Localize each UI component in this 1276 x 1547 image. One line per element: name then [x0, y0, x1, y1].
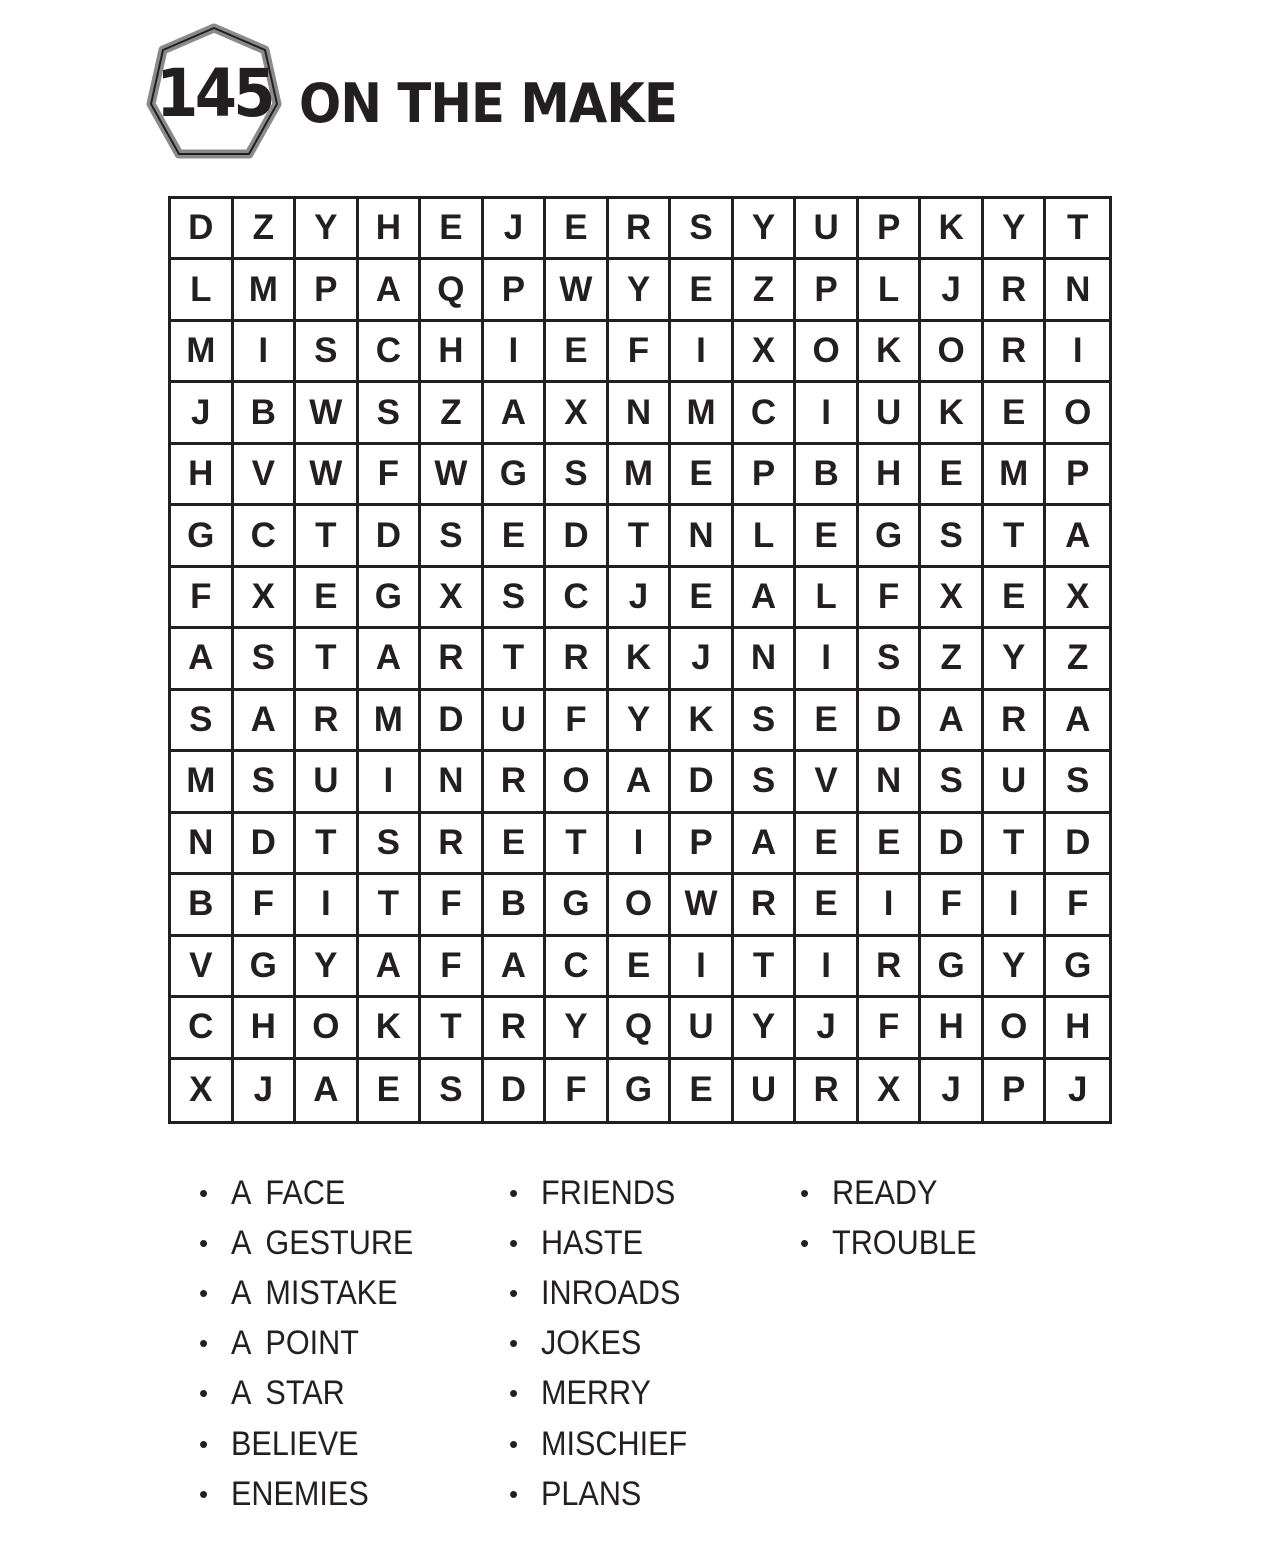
grid-cell[interactable]: R — [796, 1060, 859, 1121]
grid-cell[interactable]: J — [1067, 1070, 1088, 1110]
bullet-icon: • — [509, 1428, 519, 1459]
word-text: TROUBLE — [832, 1223, 977, 1262]
grid-cell[interactable]: X — [921, 568, 984, 629]
word-text: PLANS — [541, 1474, 642, 1513]
grid-cell[interactable]: T — [296, 629, 359, 690]
bullet-icon: • — [199, 1428, 209, 1459]
grid-cell[interactable]: E — [859, 814, 922, 875]
grid-cell[interactable]: X — [546, 383, 609, 444]
grid-cell[interactable]: H — [921, 998, 984, 1059]
word-text: A POINT — [231, 1324, 359, 1363]
grid-cell[interactable]: Y — [984, 199, 1047, 260]
grid-cell[interactable]: Y — [296, 199, 359, 260]
grid-cell[interactable]: D — [171, 199, 234, 260]
word-text: A GESTURE — [231, 1223, 414, 1262]
grid-cell[interactable]: L — [859, 260, 922, 321]
grid-cell[interactable]: L — [734, 506, 797, 567]
grid-cell[interactable]: K — [921, 199, 984, 260]
word-list-item — [199, 1369, 434, 1419]
grid-cell[interactable]: F — [546, 691, 609, 752]
grid-cell[interactable]: O — [1046, 383, 1109, 444]
grid-cell[interactable]: E — [421, 199, 484, 260]
grid-cell[interactable]: N — [1046, 260, 1109, 321]
grid-cell[interactable]: M — [234, 260, 297, 321]
grid-cell[interactable]: F — [859, 568, 922, 629]
grid-cell[interactable]: P — [1046, 445, 1109, 506]
grid-cell[interactable]: P — [484, 260, 547, 321]
grid-cell[interactable]: M — [609, 445, 672, 506]
grid-cell[interactable]: E — [671, 260, 734, 321]
grid-cell[interactable]: X — [421, 568, 484, 629]
grid-cell[interactable]: M — [171, 752, 234, 813]
grid-cell[interactable]: T — [1046, 199, 1109, 260]
grid-cell[interactable]: X — [234, 568, 297, 629]
grid-cell[interactable]: Y — [734, 199, 797, 260]
grid-cell[interactable]: I — [671, 322, 734, 383]
grid-cell[interactable]: N — [609, 383, 672, 444]
grid-cell[interactable]: C — [234, 506, 297, 567]
grid-cell[interactable]: G — [859, 506, 922, 567]
grid-cell[interactable]: R — [984, 260, 1047, 321]
grid-cell[interactable]: E — [484, 506, 547, 567]
grid-cell[interactable]: C — [734, 383, 797, 444]
grid-cell[interactable]: R — [484, 998, 547, 1059]
grid-cell[interactable]: O — [296, 998, 359, 1059]
bullet-icon: • — [800, 1177, 810, 1208]
grid-cell[interactable]: W — [296, 445, 359, 506]
grid-cell[interactable]: Z — [1046, 629, 1109, 690]
grid-cell[interactable]: G — [609, 1060, 672, 1121]
word-list-item — [509, 1268, 703, 1318]
word-text: A FACE — [231, 1173, 346, 1212]
grid-cell[interactable]: I — [671, 937, 734, 998]
grid-cell[interactable]: W — [296, 383, 359, 444]
grid-cell[interactable]: J — [921, 260, 984, 321]
grid-cell[interactable]: O — [609, 875, 672, 936]
grid-cell[interactable]: O — [546, 752, 609, 813]
grid-cell[interactable]: X — [734, 322, 797, 383]
grid-cell[interactable]: E — [671, 1060, 734, 1121]
grid-cell[interactable]: T — [484, 629, 547, 690]
grid-cell[interactable]: A — [734, 568, 797, 629]
puzzle-header — [145, 22, 745, 172]
grid-cell[interactable]: U — [796, 199, 859, 260]
puzzle-title: ON THE MAKE — [299, 72, 678, 135]
grid-cell[interactable]: N — [671, 506, 734, 567]
word-list-item — [199, 1469, 434, 1519]
grid-cell[interactable]: D — [921, 814, 984, 875]
grid-cell[interactable]: T — [359, 875, 422, 936]
grid-cell[interactable]: I — [984, 875, 1047, 936]
word-list-column — [800, 1168, 993, 1268]
bullet-icon: • — [199, 1277, 209, 1308]
grid-cell[interactable]: S — [296, 322, 359, 383]
grid-cell[interactable]: S — [421, 1060, 484, 1121]
grid-cell[interactable]: U — [484, 691, 547, 752]
grid-cell[interactable]: P — [734, 445, 797, 506]
word-text: ENEMIES — [231, 1474, 369, 1513]
grid-cell[interactable]: E — [671, 568, 734, 629]
grid-cell[interactable]: R — [609, 199, 672, 260]
word-list-item — [509, 1369, 703, 1419]
grid-cell[interactable]: K — [921, 383, 984, 444]
grid-cell[interactable]: I — [296, 875, 359, 936]
grid-cell[interactable]: P — [796, 260, 859, 321]
bullet-icon: • — [509, 1277, 519, 1308]
grid-cell[interactable]: P — [296, 260, 359, 321]
grid-cell[interactable]: S — [421, 506, 484, 567]
grid-cell[interactable]: G — [546, 875, 609, 936]
grid-cell[interactable]: A — [359, 260, 422, 321]
word-text: JOKES — [541, 1324, 642, 1363]
grid-cell[interactable]: F — [1046, 875, 1109, 936]
grid-cell[interactable]: S — [1046, 752, 1109, 813]
bullet-icon: • — [199, 1478, 209, 1509]
grid-cell[interactable]: J — [234, 1060, 297, 1121]
grid-cell[interactable]: S — [921, 506, 984, 567]
grid-cell[interactable]: L — [171, 260, 234, 321]
grid-cell[interactable]: R — [859, 937, 922, 998]
grid-cell[interactable]: W — [421, 445, 484, 506]
grid-cell[interactable]: T — [734, 937, 797, 998]
grid-cell[interactable]: I — [796, 937, 859, 998]
grid-cell[interactable]: T — [984, 814, 1047, 875]
grid-cell[interactable]: R — [296, 691, 359, 752]
grid-cell[interactable]: T — [609, 506, 672, 567]
grid-cell[interactable]: X — [1046, 568, 1109, 629]
grid-cell[interactable]: Y — [609, 691, 672, 752]
grid-cell[interactable]: W — [546, 260, 609, 321]
grid-cell[interactable]: O — [796, 322, 859, 383]
grid-cell[interactable]: E — [546, 322, 609, 383]
grid-cell[interactable]: D — [671, 752, 734, 813]
grid-cell[interactable]: E — [796, 875, 859, 936]
grid-cell[interactable]: I — [484, 322, 547, 383]
grid-cell[interactable]: S — [734, 752, 797, 813]
grid-cell[interactable]: H — [359, 199, 422, 260]
grid-cell[interactable]: V — [796, 752, 859, 813]
grid-cell[interactable]: A — [171, 629, 234, 690]
word-list-column — [199, 1168, 434, 1519]
grid-cell[interactable]: M — [171, 322, 234, 383]
grid-cell[interactable]: N — [859, 752, 922, 813]
grid-cell[interactable]: A — [609, 752, 672, 813]
grid-cell[interactable]: D — [359, 506, 422, 567]
bullet-icon: • — [509, 1328, 519, 1359]
word-list-item — [509, 1218, 703, 1268]
grid-cell[interactable]: R — [484, 752, 547, 813]
grid-cell[interactable]: Z — [921, 629, 984, 690]
grid-cell[interactable]: S — [359, 814, 422, 875]
grid-cell[interactable]: B — [484, 875, 547, 936]
grid-cell[interactable]: D — [234, 814, 297, 875]
grid-cell[interactable]: J — [171, 383, 234, 444]
bullet-icon: • — [199, 1378, 209, 1409]
bullet-icon: • — [199, 1328, 209, 1359]
grid-cell[interactable]: C — [171, 998, 234, 1059]
grid-cell[interactable]: E — [796, 506, 859, 567]
grid-cell[interactable]: Y — [984, 629, 1047, 690]
grid-cell[interactable]: F — [359, 445, 422, 506]
grid-cell[interactable]: U — [296, 752, 359, 813]
grid-cell[interactable]: U — [671, 998, 734, 1059]
grid-cell[interactable]: C — [546, 568, 609, 629]
grid-cell[interactable]: Y — [296, 937, 359, 998]
grid-cell[interactable]: M — [359, 691, 422, 752]
word-list-item — [509, 1319, 703, 1369]
word-list-item — [199, 1218, 434, 1268]
grid-cell[interactable]: A — [484, 383, 547, 444]
grid-cell[interactable]: Y — [734, 998, 797, 1059]
grid-cell[interactable]: R — [984, 322, 1047, 383]
grid-cell[interactable]: I — [796, 629, 859, 690]
grid-cell[interactable]: N — [171, 814, 234, 875]
grid-cell[interactable]: F — [421, 937, 484, 998]
grid-cell[interactable]: G — [359, 568, 422, 629]
grid-cell[interactable]: F — [859, 998, 922, 1059]
grid-cell[interactable]: A — [1046, 506, 1109, 567]
grid-cell[interactable]: A — [359, 937, 422, 998]
grid-cell[interactable]: J — [609, 568, 672, 629]
grid-cell[interactable]: K — [359, 998, 422, 1059]
grid-cell[interactable]: E — [796, 691, 859, 752]
grid-cell[interactable]: R — [421, 814, 484, 875]
grid-cell[interactable]: K — [609, 629, 672, 690]
grid-cell[interactable]: S — [234, 752, 297, 813]
word-text: A MISTAKE — [231, 1273, 398, 1312]
word-text: MERRY — [541, 1374, 651, 1413]
grid-cell[interactable]: C — [546, 937, 609, 998]
grid-cell[interactable]: I — [859, 875, 922, 936]
grid-cell[interactable]: Z — [234, 199, 297, 260]
grid-cell[interactable]: G — [921, 937, 984, 998]
grid-cell[interactable]: N — [421, 752, 484, 813]
grid-cell[interactable]: E — [296, 568, 359, 629]
grid-cell[interactable]: X — [171, 1060, 234, 1121]
grid-cell[interactable]: E — [546, 199, 609, 260]
grid-cell[interactable]: Y — [984, 937, 1047, 998]
grid-cell[interactable]: F — [171, 568, 234, 629]
grid-cell[interactable]: F — [921, 875, 984, 936]
word-list-item — [800, 1218, 993, 1268]
grid-cell[interactable]: H — [1046, 998, 1109, 1059]
grid-cell[interactable]: O — [921, 322, 984, 383]
word-list-item — [199, 1319, 434, 1369]
grid-cell[interactable]: H — [234, 998, 297, 1059]
bullet-icon: • — [509, 1177, 519, 1208]
grid-cell[interactable]: E — [609, 937, 672, 998]
grid-cell[interactable]: A — [359, 629, 422, 690]
word-text: INROADS — [541, 1273, 681, 1312]
grid-cell[interactable]: D — [484, 1060, 547, 1121]
grid-cell[interactable]: S — [234, 629, 297, 690]
grid-cell[interactable]: F — [421, 875, 484, 936]
grid-cell[interactable]: J — [671, 629, 734, 690]
grid-cell[interactable]: H — [171, 445, 234, 506]
word-list-item — [509, 1469, 703, 1519]
grid-cell[interactable]: G — [484, 445, 547, 506]
grid-cell[interactable]: S — [171, 691, 234, 752]
grid-cell[interactable]: S — [546, 445, 609, 506]
grid-cell[interactable]: F — [234, 875, 297, 936]
grid-cell[interactable]: Q — [421, 260, 484, 321]
grid-cell[interactable]: M — [984, 445, 1047, 506]
grid-cell[interactable]: B — [234, 383, 297, 444]
bullet-icon: • — [509, 1378, 519, 1409]
word-text: MISCHIEF — [541, 1424, 688, 1463]
bullet-icon: • — [199, 1177, 209, 1208]
grid-cell[interactable]: K — [671, 691, 734, 752]
grid-cell[interactable]: T — [546, 814, 609, 875]
grid-cell[interactable]: V — [234, 445, 297, 506]
grid-cell[interactable]: I — [234, 322, 297, 383]
grid-cell[interactable]: G — [171, 506, 234, 567]
grid-cell[interactable]: F — [546, 1060, 609, 1121]
word-text: BELIEVE — [231, 1424, 359, 1463]
grid-cell[interactable]: J — [921, 1060, 984, 1121]
grid-cell[interactable]: R — [734, 875, 797, 936]
grid-cell[interactable]: S — [921, 752, 984, 813]
grid-cell[interactable]: I — [1046, 322, 1109, 383]
word-list-item — [800, 1168, 993, 1218]
grid-cell[interactable]: P — [984, 1060, 1047, 1121]
grid-cell[interactable]: A — [734, 814, 797, 875]
grid-cell[interactable]: S — [671, 199, 734, 260]
grid-cell[interactable]: L — [796, 568, 859, 629]
grid-cell[interactable]: S — [359, 383, 422, 444]
word-list-item — [199, 1168, 434, 1218]
grid-cell[interactable]: U — [859, 383, 922, 444]
word-list-item — [199, 1268, 434, 1318]
grid-cell[interactable]: U — [734, 1060, 797, 1121]
grid-cell[interactable]: I — [609, 814, 672, 875]
grid-cell[interactable]: A — [296, 1060, 359, 1121]
grid-cell[interactable]: D — [1046, 814, 1109, 875]
grid-cell[interactable]: T — [421, 998, 484, 1059]
word-list — [0, 1168, 1276, 1528]
grid-cell[interactable]: P — [671, 814, 734, 875]
word-text: HASTE — [541, 1223, 644, 1262]
grid-cell[interactable]: R — [421, 629, 484, 690]
word-text: READY — [832, 1173, 938, 1212]
grid-cell[interactable]: R — [984, 691, 1047, 752]
grid-cell[interactable]: E — [359, 1060, 422, 1121]
grid-cell[interactable]: K — [859, 322, 922, 383]
grid-cell[interactable]: T — [296, 506, 359, 567]
grid-cell[interactable]: T — [296, 814, 359, 875]
grid-cell[interactable]: E — [484, 814, 547, 875]
bullet-icon: • — [509, 1478, 519, 1509]
word-list-item — [509, 1419, 703, 1469]
grid-cell[interactable]: M — [671, 383, 734, 444]
grid-cell[interactable]: A — [1046, 691, 1109, 752]
grid-cell[interactable]: J — [796, 998, 859, 1059]
word-text: FRIENDS — [541, 1173, 676, 1212]
grid-cell[interactable]: X — [859, 1060, 922, 1121]
grid-cell[interactable]: E — [796, 814, 859, 875]
grid-cell[interactable]: G — [234, 937, 297, 998]
bullet-icon: • — [509, 1227, 519, 1258]
grid-cell[interactable]: E — [984, 383, 1047, 444]
word-search-grid — [168, 196, 1112, 1124]
grid-cell[interactable]: H — [859, 445, 922, 506]
grid-cell[interactable]: E — [984, 568, 1047, 629]
word-text: A STAR — [231, 1374, 345, 1413]
grid-cell[interactable]: Z — [421, 383, 484, 444]
grid-cell[interactable]: D — [859, 691, 922, 752]
grid-cell[interactable]: J — [484, 199, 547, 260]
grid-cell[interactable]: B — [171, 875, 234, 936]
grid-cell[interactable]: T — [984, 506, 1047, 567]
grid-cell[interactable]: A — [484, 937, 547, 998]
grid-cell[interactable]: Y — [609, 260, 672, 321]
grid-cell[interactable]: F — [609, 322, 672, 383]
grid-cell[interactable]: D — [546, 506, 609, 567]
grid-cell[interactable]: S — [484, 568, 547, 629]
puzzle-number-badge — [145, 22, 283, 172]
bullet-icon: • — [199, 1227, 209, 1258]
grid-cell[interactable]: R — [546, 629, 609, 690]
puzzle-number: 145 — [156, 54, 272, 132]
grid-cell[interactable]: Z — [734, 260, 797, 321]
grid-cell[interactable]: S — [734, 691, 797, 752]
grid-cell[interactable]: W — [671, 875, 734, 936]
grid-cell[interactable]: D — [421, 691, 484, 752]
grid-cell[interactable]: Q — [609, 998, 672, 1059]
grid-cell[interactable]: E — [671, 445, 734, 506]
grid-cell[interactable]: G — [1046, 937, 1109, 998]
grid-cell[interactable]: N — [734, 629, 797, 690]
grid-cell[interactable]: E — [921, 445, 984, 506]
grid-cell[interactable]: C — [359, 322, 422, 383]
grid-cell[interactable]: Y — [546, 998, 609, 1059]
grid-cell[interactable]: B — [796, 445, 859, 506]
grid-cell[interactable]: S — [859, 629, 922, 690]
word-list-column — [509, 1168, 703, 1519]
grid-cell[interactable]: U — [984, 752, 1047, 813]
bullet-icon: • — [800, 1227, 810, 1258]
grid-cell[interactable]: I — [359, 752, 422, 813]
grid-cell[interactable]: P — [859, 199, 922, 260]
grid-cell[interactable]: I — [796, 383, 859, 444]
word-list-item — [509, 1168, 703, 1218]
grid-cell[interactable]: H — [421, 322, 484, 383]
grid-cell[interactable]: A — [921, 691, 984, 752]
grid-cell[interactable]: O — [984, 998, 1047, 1059]
grid-cell[interactable]: A — [234, 691, 297, 752]
grid-cell[interactable]: V — [171, 937, 234, 998]
word-list-item — [199, 1419, 434, 1469]
